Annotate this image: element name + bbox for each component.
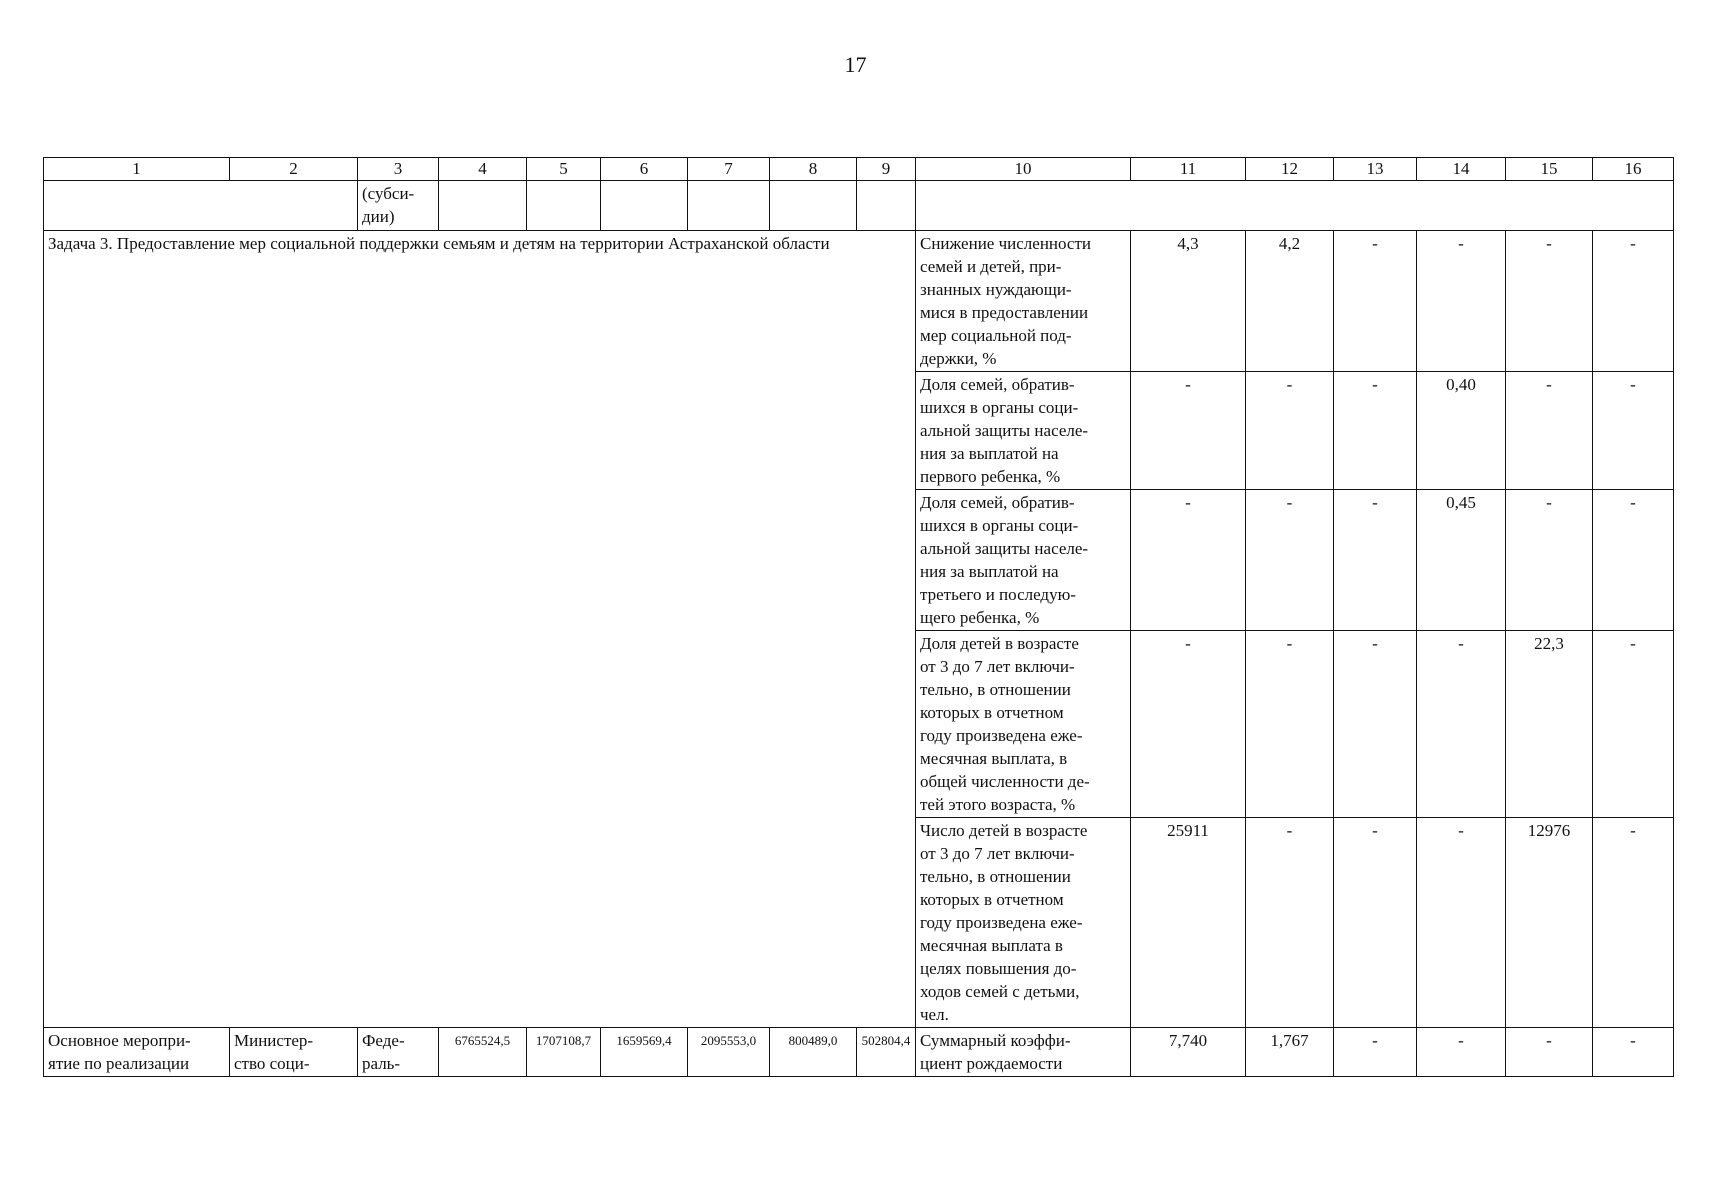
funding-amount: 6765524,5 bbox=[439, 1028, 527, 1077]
indicator-value: 7,740 bbox=[1131, 1028, 1246, 1077]
column-number: 5 bbox=[527, 158, 601, 181]
indicator-value: - bbox=[1506, 490, 1593, 631]
indicator-value: - bbox=[1506, 231, 1593, 372]
indicator-value: - bbox=[1593, 231, 1674, 372]
indicator-value: - bbox=[1417, 631, 1506, 818]
column-number: 9 bbox=[857, 158, 916, 181]
task-row bbox=[44, 231, 1674, 372]
column-number: 4 bbox=[439, 158, 527, 181]
indicator-value: - bbox=[1334, 631, 1417, 818]
indicator-value: 0,45 bbox=[1417, 490, 1506, 631]
funding-amount: 1707108,7 bbox=[527, 1028, 601, 1077]
continuation-cell bbox=[688, 181, 770, 231]
continuation-cell bbox=[770, 181, 857, 231]
continuation-cell bbox=[857, 181, 916, 231]
indicator-value: 4,3 bbox=[1131, 231, 1246, 372]
indicator-value: - bbox=[1131, 372, 1246, 490]
column-number: 13 bbox=[1334, 158, 1417, 181]
indicator-value: - bbox=[1334, 490, 1417, 631]
indicator-value: - bbox=[1417, 818, 1506, 1028]
funding-amount: 800489,0 bbox=[770, 1028, 857, 1077]
indicator-value: 12976 bbox=[1506, 818, 1593, 1028]
indicator-value: 4,2 bbox=[1246, 231, 1334, 372]
main-event-executor: Министер- ство соци- bbox=[230, 1028, 358, 1077]
continuation-funding-source: (субси- дии) bbox=[358, 181, 439, 231]
main-event-funding-source: Феде- раль- bbox=[358, 1028, 439, 1077]
continuation-cell bbox=[601, 181, 688, 231]
column-number: 8 bbox=[770, 158, 857, 181]
funding-amount: 502804,4 bbox=[857, 1028, 916, 1077]
column-number: 3 bbox=[358, 158, 439, 181]
indicator-value: - bbox=[1593, 372, 1674, 490]
indicator-name: Снижение численности семей и детей, при- знанных нуждающи- мися в предоставлении мер социальной под- держки, % bbox=[916, 231, 1131, 372]
column-number: 6 bbox=[601, 158, 688, 181]
indicator-value: - bbox=[1593, 1028, 1674, 1077]
indicator-value: - bbox=[1334, 372, 1417, 490]
indicator-value: - bbox=[1334, 231, 1417, 372]
continuation-cell bbox=[916, 181, 1674, 231]
funding-amount: 1659569,4 bbox=[601, 1028, 688, 1077]
column-number: 12 bbox=[1246, 158, 1334, 181]
main-event-row bbox=[44, 1028, 1674, 1077]
indicator-name: Суммарный коэффи- циент рождаемости bbox=[916, 1028, 1131, 1077]
page-number: 17 bbox=[844, 52, 867, 77]
indicator-value: - bbox=[1334, 818, 1417, 1028]
indicator-name: Доля детей в возрасте от 3 до 7 лет включи- тельно, в отношении которых в отчетном году произведена еже- месячная выплата, в общей численности де- тей этого возраста, % bbox=[916, 631, 1131, 818]
continuation-row bbox=[44, 181, 1674, 231]
continuation-cell bbox=[439, 181, 527, 231]
indicator-value: - bbox=[1334, 1028, 1417, 1077]
indicator-value: - bbox=[1246, 490, 1334, 631]
indicator-value: - bbox=[1417, 1028, 1506, 1077]
task-3-title: Задача 3. Предоставление мер социальной поддержки семьям и детям на территории Астраханской области bbox=[44, 231, 916, 1028]
indicator-value: 25911 bbox=[1131, 818, 1246, 1028]
indicator-name: Доля семей, обратив- шихся в органы соци- альной защиты населе- ния за выплатой на первого ребенка, % bbox=[916, 372, 1131, 490]
column-number: 11 bbox=[1131, 158, 1246, 181]
indicator-name: Доля семей, обратив- шихся в органы соци- альной защиты населе- ния за выплатой на третьего и последую- щего ребенка, % bbox=[916, 490, 1131, 631]
indicator-value: - bbox=[1246, 631, 1334, 818]
continuation-cell bbox=[527, 181, 601, 231]
column-number: 14 bbox=[1417, 158, 1506, 181]
indicator-value: 22,3 bbox=[1506, 631, 1593, 818]
funding-amount: 2095553,0 bbox=[688, 1028, 770, 1077]
main-event-name: Основное меропри- ятие по реализации bbox=[44, 1028, 230, 1077]
column-number: 1 bbox=[44, 158, 230, 181]
indicator-value: - bbox=[1593, 818, 1674, 1028]
indicator-value: - bbox=[1131, 490, 1246, 631]
column-number: 15 bbox=[1506, 158, 1593, 181]
column-number: 2 bbox=[230, 158, 358, 181]
column-number: 7 bbox=[688, 158, 770, 181]
indicator-value: - bbox=[1417, 231, 1506, 372]
indicator-value: - bbox=[1131, 631, 1246, 818]
indicator-value: - bbox=[1506, 372, 1593, 490]
continuation-cell bbox=[44, 181, 358, 231]
indicator-value: - bbox=[1506, 1028, 1593, 1077]
indicator-value: - bbox=[1246, 818, 1334, 1028]
indicator-value: 0,40 bbox=[1417, 372, 1506, 490]
indicator-name: Число детей в возрасте от 3 до 7 лет включи- тельно, в отношении которых в отчетном году произведена еже- месячная выплата в целях повышения до- ходов семей с детьми, чел. bbox=[916, 818, 1131, 1028]
indicator-value: - bbox=[1246, 372, 1334, 490]
indicator-value: - bbox=[1593, 490, 1674, 631]
program-table bbox=[43, 157, 1674, 1077]
column-number: 10 bbox=[916, 158, 1131, 181]
column-number-row bbox=[44, 158, 1674, 181]
indicator-value: - bbox=[1593, 631, 1674, 818]
column-number: 16 bbox=[1593, 158, 1674, 181]
indicator-value: 1,767 bbox=[1246, 1028, 1334, 1077]
